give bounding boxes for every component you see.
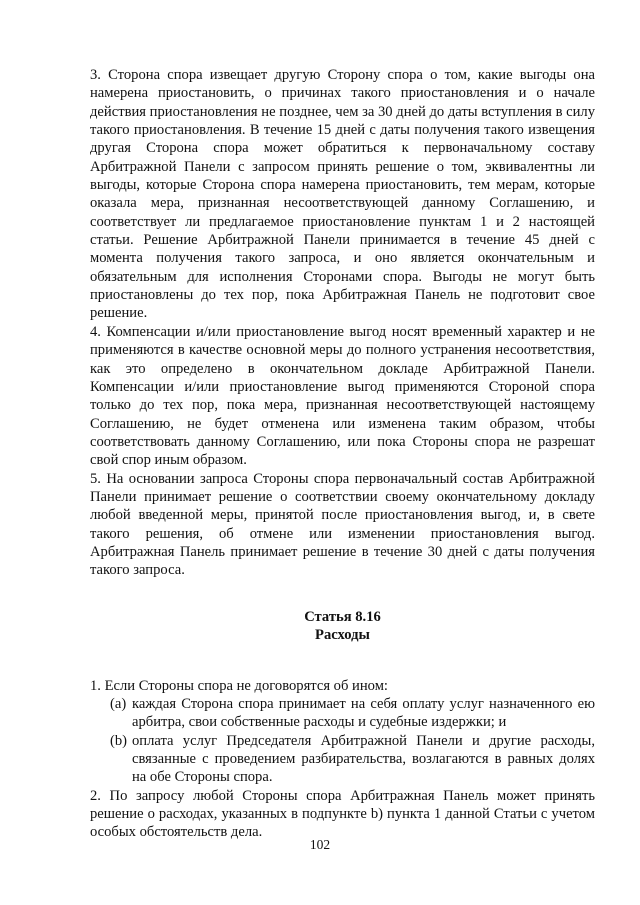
article-title: Статья 8.16 (304, 608, 381, 625)
subitem-b-text: оплата услуг Председателя Арбитражной Панели и другие расходы, связанные с проведением разбирательства, возлагаются в равных долях на обе Стороны спора. (132, 732, 595, 786)
page-content (90, 66, 595, 842)
paragraph-5: 5. На основании запроса Стороны спора первоначальный состав Арбитражной Панели принимает решение о соответствии своему окончательному докладу любой введенной меры, принятой после приостановления выгод, и, в свете такого решения, об отмене или изменении приостановления выгод. Арбитражная Панель принимает решение в течение 30 дней с даты получения такого запроса. (90, 470, 595, 579)
subitem-a (110, 695, 595, 732)
paragraph-4: 4. Компенсации и/или приостановление выгод носят временный характер и не применяются в качестве основной меры до полного устранения несоответствия, как это определено в окончательном докладе Арбитражной Панели. Компенсации и/или приостановление выгод применяются Стороной спора только до тех пор, пока мера, признанная несоответствующей настоящему Соглашению, не будет отменена или изменена таким образом, чтобы соответствовать данному Соглашению, или пока Стороны спора не разрешат свой спор иным образом. (90, 323, 595, 469)
page-number: 102 (309, 837, 331, 852)
subitem-a-marker: (a) (110, 695, 127, 712)
paragraph-3: 3. Сторона спора извещает другую Сторону спора о том, какие выгоды она намерена приостановить, о причинах такого приостановления и о начале действия приостановления не позднее, чем за 30 дней до даты вступления в силу такого приостановления. В течение 15 дней с даты получения такого извещения другая Сторона спора может обратиться к первоначальному составу Арбитражной Панели с запросом принять решение о том, эквивалентны ли выгоды, которые Сторона спора намерена приостановить, тем мерам, которые оказала мера, признанная несоответствующей данному Соглашению, и соответствует ли предлагаемое приостановление пунктам 1 и 2 настоящей статьи. Решение Арбитражной Панели принимается в течение 45 дней с момента получения такого запроса, и оно является окончательным и обязательным для исполнения Сторонами спора. Выгоды не могут быть приостановлены до тех пор, пока Арбитражная Панель не подготовит свое решение. (90, 67, 595, 322)
item-2: 2. По запросу любой Стороны спора Арбитражная Панель может принять решение о расходах, указанных в подпункте b) пункта 1 данной Статьи с учетом особых обстоятельств дела. (90, 787, 595, 841)
subitem-b-marker: (b) (110, 732, 128, 749)
subitem-a-text: каждая Сторона спора принимает на себя оплату услуг назначенного ею арбитра, свои собственные расходы и судебные издержки; и (132, 695, 595, 731)
item-1-intro: 1. Если Стороны спора не договорятся об ином: (90, 677, 388, 694)
article-subtitle: Расходы (315, 627, 370, 644)
subitem-b (110, 732, 595, 787)
article-heading (90, 608, 595, 645)
subitem-list (90, 695, 595, 787)
